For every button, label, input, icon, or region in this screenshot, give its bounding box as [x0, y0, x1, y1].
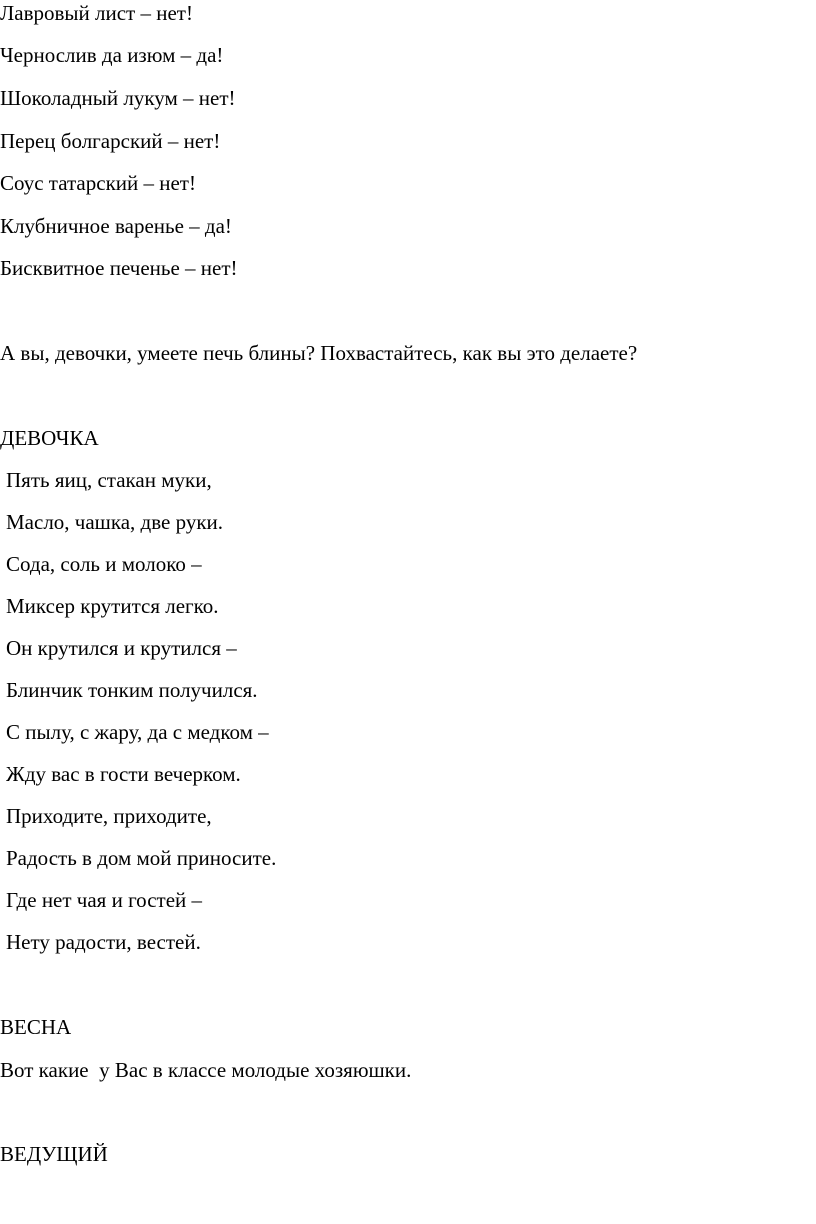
poem-line: Он крутился и крутился – — [6, 636, 237, 660]
speaker-heading-host: ВЕДУЩИЙ — [0, 1142, 108, 1166]
spring-line: Вот какие у Вас в классе молодые хозяюшки. — [0, 1058, 412, 1082]
poem-line: Нету радости, вестей. — [6, 930, 201, 954]
list-line: Перец болгарский – нет! — [0, 129, 221, 153]
poem-line: Радость в дом мой приносите. — [6, 846, 277, 870]
poem-line: Пять яиц, стакан муки, — [6, 468, 212, 492]
poem-line: Приходите, приходите, — [6, 804, 212, 828]
list-line: Бисквитное печенье – нет! — [0, 256, 238, 280]
poem-line: Жду вас в гости вечерком. — [6, 762, 241, 786]
poem-line: С пылу, с жару, да с медком – — [6, 720, 269, 744]
poem-line: Сода, соль и молоко – — [6, 552, 202, 576]
list-line: Клубничное варенье – да! — [0, 214, 232, 238]
poem-line: Миксер крутится легко. — [6, 594, 219, 618]
list-line: Лавровый лист – нет! — [0, 1, 193, 25]
speaker-heading-spring: ВЕСНА — [0, 1015, 72, 1039]
poem-line: Блинчик тонким получился. — [6, 678, 258, 702]
speaker-heading-girl: ДЕВОЧКА — [0, 426, 99, 450]
poem-line: Где нет чая и гостей – — [6, 888, 203, 912]
list-line: Соус татарский – нет! — [0, 171, 196, 195]
list-line: Шоколадный лукум – нет! — [0, 86, 236, 110]
question-text: А вы, девочки, умеете печь блины? Похвастайтесь, как вы это делаете? — [0, 341, 638, 365]
poem-line: Масло, чашка, две руки. — [6, 510, 224, 534]
list-line: Чернослив да изюм – да! — [0, 43, 224, 67]
